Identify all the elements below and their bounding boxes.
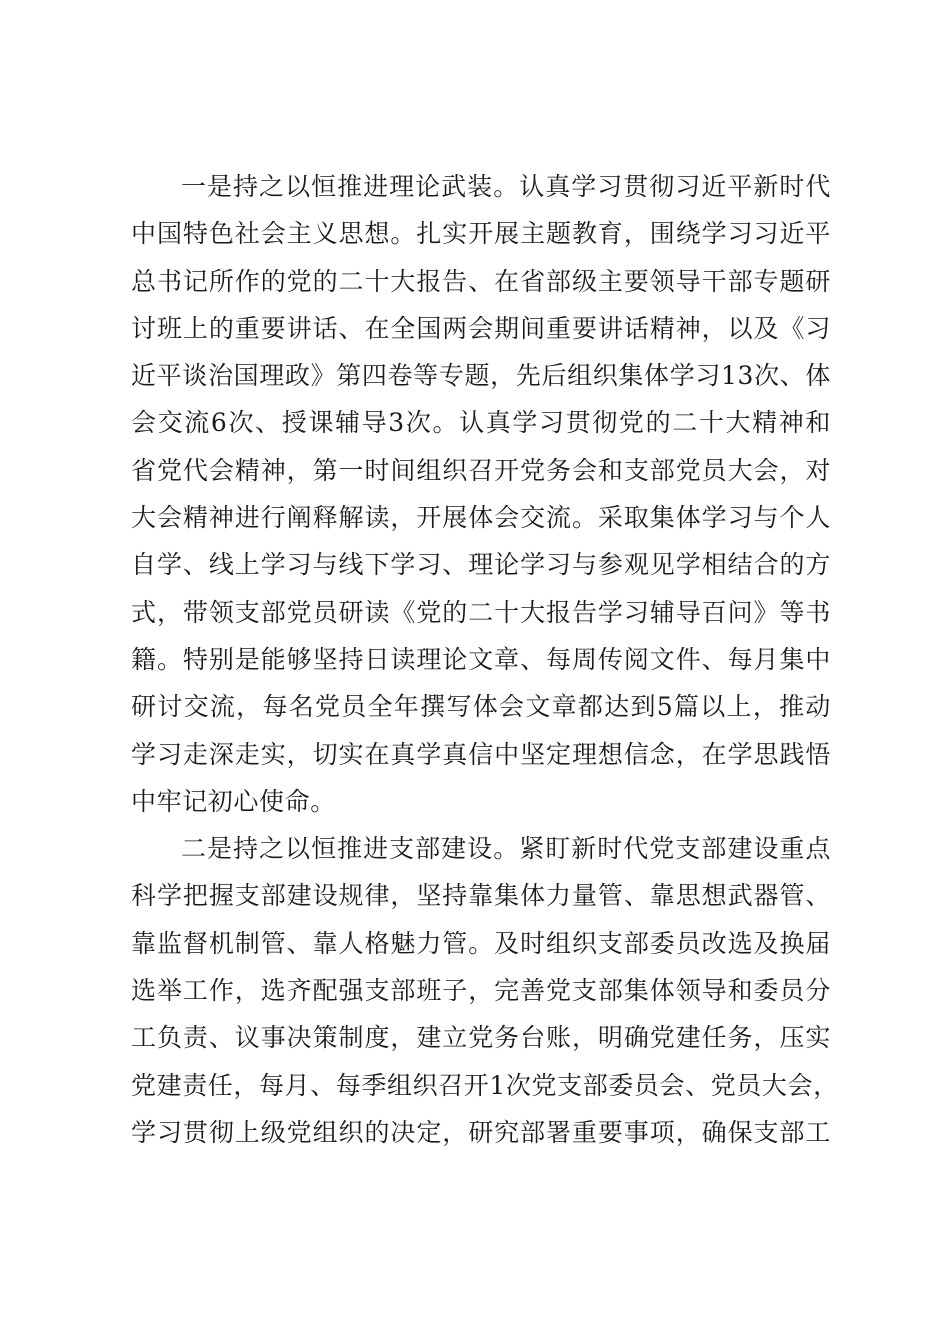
- text-line: 学习走深走实，切实在真学真信中坚定理想信念，在学思践悟: [131, 739, 831, 769]
- text-line: 总书记所作的党的二十大报告、在省部级主要领导干部专题研: [131, 266, 831, 296]
- paragraph-theory: [131, 163, 831, 825]
- text-line: 一是持之以恒推进理论武装。认真学习贯彻习近平新时代: [181, 172, 831, 201]
- text-line: 大会精神进行阐释解读，开展体会交流。采取集体学习与个人: [131, 503, 831, 533]
- text-line: 籍。特别是能够坚持日读理论文章、每周传阅文件、每月集中: [131, 644, 831, 674]
- text-line: 学习贯彻上级党组织的决定，研究部署重要事项，确保支部工: [131, 1117, 831, 1147]
- text-line: 党建责任，每月、每季组织召开1次党支部委员会、党员大会，: [131, 1070, 839, 1100]
- paragraph-branch: [131, 825, 839, 1156]
- text-line: 中牢记初心使命。: [131, 786, 336, 816]
- text-line: 工负责、议事决策制度，建立党务台账，明确党建任务，压实: [131, 1023, 831, 1053]
- text-line: 省党代会精神，第一时间组织召开党务会和支部党员大会，对: [131, 455, 831, 485]
- text-line: 讨班上的重要讲话、在全国两会期间重要讲话精神，以及《习: [131, 313, 831, 343]
- text-line: 近平谈治国理政》第四卷等专题，先后组织集体学习13次、体: [131, 361, 831, 391]
- text-line: 中国特色社会主义思想。扎实开展主题教育，围绕学习习近平: [131, 219, 831, 249]
- text-line: 靠监督机制管、靠人格魅力管。及时组织支部委员改选及换届: [131, 928, 831, 958]
- text-line: 式，带领支部党员研读《党的二十大报告学习辅导百问》等书: [131, 597, 831, 627]
- text-line: 选举工作，选齐配强支部班子，完善党支部集体领导和委员分: [131, 976, 831, 1006]
- text-line: 科学把握支部建设规律，坚持靠集体力量管、靠思想武器管、: [131, 881, 831, 911]
- text-line: 研讨交流，每名党员全年撰写体会文章都达到5篇以上，推动: [131, 692, 831, 722]
- text-line: 二是持之以恒推进支部建设。紧盯新时代党支部建设重点: [181, 834, 831, 864]
- text-line: 自学、线上学习与线下学习、理论学习与参观见学相结合的方: [131, 550, 831, 580]
- document-body: [131, 163, 839, 1156]
- text-line: 会交流6次、授课辅导3次。认真学习贯彻党的二十大精神和: [131, 408, 831, 438]
